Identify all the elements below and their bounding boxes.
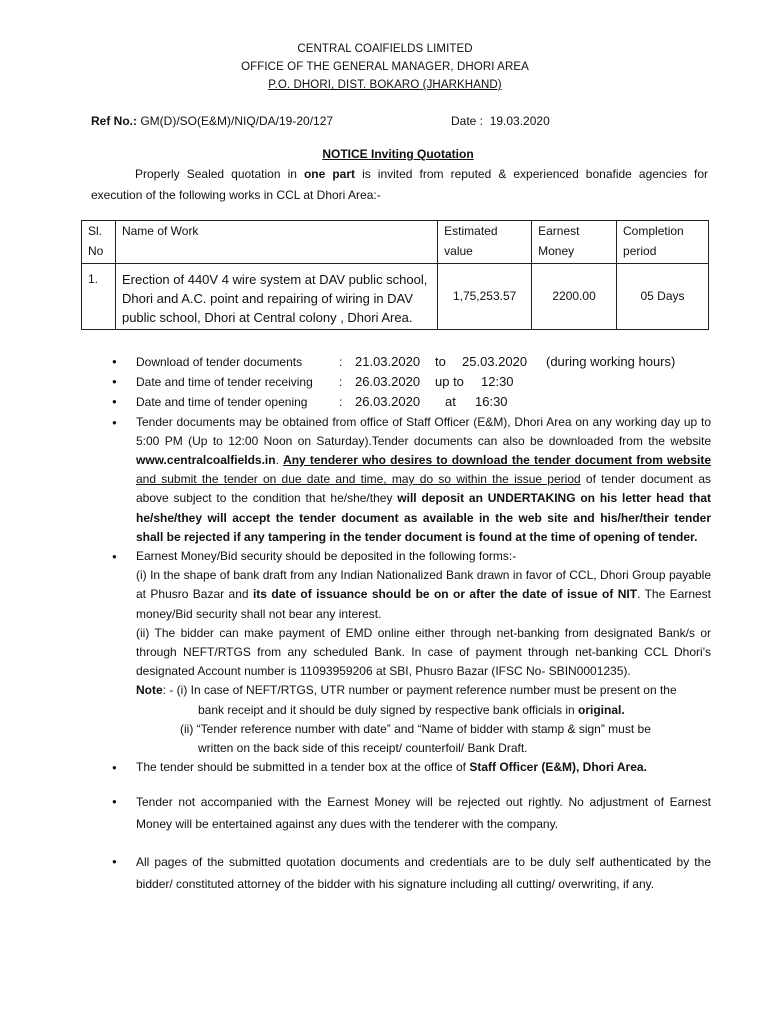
opening-at: at (445, 394, 456, 410)
receiving-upto: up to (435, 374, 464, 390)
list-item-download (108, 352, 711, 372)
cell-work-name: Erection of 440V 4 wire system at DAV public school, Dhori and A.C. point and repairing of wiring in DAV public school, Dhori at Central colony , Dhori Area. (115, 264, 437, 330)
emd-intro: ● Earnest Money/Bid security should be deposited in the following forms:- (136, 549, 517, 564)
note-i2-bold: original. (578, 702, 625, 717)
tender-docs-text-3: and submit the tender on due date and time, may do so within the issue period (136, 472, 581, 487)
opening-label: Date and time of tender opening (136, 395, 308, 410)
cell-completion: 05 Days (617, 264, 709, 330)
intro-paragraph (91, 164, 708, 206)
submission-office: Staff Officer (E&M), Dhori Area. (469, 760, 647, 775)
download-to-date: 25.03.2020 (462, 354, 528, 369)
list-item-authentication: ● All pages of the submitted quotation documents and credentials are to be duly self authenticated by the bidder/ constituted attorney of the bidder with his signature including all cutting/ overwriting, if any. (108, 851, 711, 895)
list-item-opening (108, 392, 711, 412)
emd-i-text: (i) In the shape of bank draft from any Indian Nationalized Bank drawn in favor of CCL, Dhori Group payable at Phusro Bazar and (136, 568, 711, 602)
tender-docs-text-4: of tender document as above subject to the condition that he/she/they (136, 472, 711, 506)
tender-docs-text-2: . (275, 453, 284, 468)
submission-text: The tender should be submitted in a tender box at the office of (136, 760, 470, 775)
intro-text-b: is invited from reputed & experienced bonafide agencies for execution of the following works in CCL at Dhori Area:- (91, 167, 708, 202)
notice-title-text: NOTICE Inviting Quotation (322, 147, 474, 161)
intro-text-a: Properly Sealed quotation in (135, 167, 304, 181)
download-from-date: 21.03.2020 (355, 354, 421, 369)
opening-sep: : (339, 395, 343, 410)
emd-note-i (136, 681, 711, 700)
ref-value: GM(D)/SO(E&M)/NIQ/DA/19-20/127 (140, 114, 334, 128)
list-item-rejection: ● Tender not accompanied with the Earnest Money will be rejected out rightly. No adjustment of Earnest Money will be entertained against any dues with the tenderer with the company. (108, 791, 711, 835)
col-header-estimated: Estimated value (438, 221, 532, 264)
cell-sl: 1. (82, 264, 116, 330)
emd-point-ii: (ii) The bidder can make payment of EMD online either through net-banking from designated Bank/s or through NEFT/RTGS from any scheduled Bank. In case of payment through net-banking CCL Dhori's designated Account number is 11093959206 at SBI, Phusro Bazar (IFSC No- SBIN0001235). (136, 625, 711, 679)
org-name: CENTRAL COAlFIELDS LIMITED (297, 43, 473, 55)
reference-number (91, 114, 333, 128)
emd-note-ii: (ii) “Tender reference number with date” and “Name of bidder with stamp & sign” must be (180, 721, 651, 736)
tender-docs-undertaking: will deposit an UNDERTAKING on his letter head that he/she/they will accept the tender document as available in the web site and his/her/their tender shall be rejected if any tampering in the tender document is found at the time of opening of tender. (136, 491, 711, 544)
receiving-label: Date and time of tender receiving (136, 375, 313, 390)
cell-earnest: 2200.00 (532, 264, 617, 330)
office-name: OFFICE OF THE GENERAL MANAGER, DHORI AREA (241, 61, 529, 73)
tender-docs-text-1: Tender documents may be obtained from office of Staff Officer (E&M), Dhori Area on any working day up to 5:00 PM (Up to 12:00 Noon on Saturday).Tender documents can also be downloaded from the website (136, 414, 711, 448)
notice-date (451, 114, 550, 128)
table-row (82, 264, 709, 330)
emd-point-i (136, 566, 711, 624)
download-note: (during working hours) (546, 354, 676, 369)
note-label: Note (136, 683, 163, 698)
emd-i-bold: its date of issuance should be on or after the date of issue of NIT (252, 587, 638, 602)
conditions-list (108, 352, 711, 895)
ref-label: Ref No.: (91, 114, 137, 128)
download-to-word: to (435, 354, 446, 369)
works-table (81, 220, 709, 330)
list-item-receiving (108, 372, 711, 392)
office-address (0, 79, 770, 91)
notice-title (0, 147, 770, 161)
note-i-text: : - (i) In case of NEFT/RTGS, UTR number or payment reference number must be present on the (162, 683, 677, 698)
download-sep: : (339, 355, 343, 369)
intro-text-bold: one part (303, 167, 356, 181)
note-i2-text: bank receipt and it should be duly signed by respective bank officials in (198, 702, 579, 717)
receiving-time: 12:30 (481, 374, 514, 390)
col-header-completion: Completion period (617, 221, 709, 264)
col-header-earnest: Earnest Money (532, 221, 617, 264)
col-header-name: Name of Work (115, 221, 437, 264)
list-item-tender-documents (108, 413, 711, 547)
receiving-date: 26.03.2020 (355, 374, 421, 390)
emd-note-i-cont (136, 701, 711, 720)
download-label: Download of tender documents (136, 355, 303, 369)
opening-date: 26.03.2020 (355, 394, 421, 410)
office-address-text: P.O. DHORI, DIST. BOKARO (JHARKHAND) (268, 79, 502, 91)
list-item-emd (108, 547, 711, 758)
table-header-row (82, 221, 709, 264)
tender-docs-underlined: Any tenderer who desires to download the tender document from website (283, 453, 712, 468)
col-header-sl: Sl. No (82, 221, 116, 264)
emd-note-ii-cont: written on the back side of this receipt/ counterfoil/ Bank Draft. (198, 741, 528, 756)
cell-estimated: 1,75,253.57 (438, 264, 532, 330)
list-item-submission (108, 758, 711, 777)
website-link[interactable]: www.centralcoalfields.in (136, 453, 276, 468)
opening-time: 16:30 (475, 394, 508, 410)
emd-i-end: . The Earnest money/Bid security shall not bear any interest. (136, 587, 712, 621)
date-value: 19.03.2020 (489, 114, 550, 128)
date-label: Date : (451, 114, 484, 128)
receiving-sep: : (339, 375, 343, 390)
